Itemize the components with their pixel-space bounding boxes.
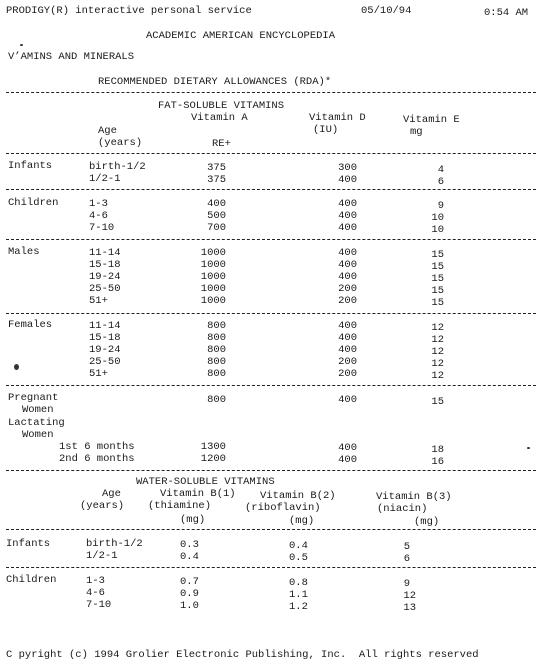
vitamin-b2-cell: 0.8 [289, 577, 308, 589]
vitamin-e-cell: 10 [431, 224, 444, 236]
vitamin-d-cell: 200 [338, 283, 357, 295]
vitamin-b3-cell: 12 [403, 590, 416, 602]
vitamin-b3-cell: 9 [403, 578, 410, 590]
vitamin-e-cell: 15 [431, 273, 444, 285]
vitamin-a-cell: 800 [207, 320, 226, 332]
water-age-units: (years) [80, 500, 125, 512]
group-label: Infants [6, 538, 51, 550]
vitamin-a-cell: 1000 [200, 247, 226, 259]
vitamin-d-cell: 400 [338, 320, 357, 332]
vitamin-a-cell: 500 [207, 210, 226, 222]
print-time: 0:54 AM [484, 7, 529, 19]
water-soluble-title: WATER-SOLUBLE VITAMINS [136, 476, 275, 488]
age-cell: 11-14 [89, 320, 121, 332]
age-cell: birth-1/2 [89, 161, 146, 173]
vitamin-e-cell: 6 [437, 176, 444, 188]
vitamin-e-cell: 15 [431, 297, 444, 309]
vitamin-a-cell: 800 [207, 368, 226, 380]
age-units: (years) [98, 137, 143, 149]
scan-artifact [20, 44, 23, 46]
vitamin-d-cell: 400 [338, 222, 357, 234]
lactating-period: 2nd 6 months [59, 453, 135, 465]
vitamin-b2-cell: 1.1 [289, 589, 308, 601]
divider [6, 189, 536, 190]
topic-title: V’AMINS AND MINERALS [8, 51, 135, 63]
service-name: PRODIGY(R) interactive personal service [6, 5, 252, 17]
vitamin-b3-cell: 13 [403, 602, 416, 614]
vitamin-a-cell: 800 [207, 344, 226, 356]
vitamin-b1-unit: (mg) [180, 514, 206, 526]
age-cell: 19-24 [89, 344, 121, 356]
rda-title: RECOMMENDED DIETARY ALLOWANCES (RDA)* [98, 76, 332, 88]
divider [6, 567, 536, 568]
vitamin-d-cell: 400 [338, 198, 357, 210]
vitamin-a-cell: 1000 [200, 283, 226, 295]
vitamin-b2-header: Vitamin B(2) [260, 490, 336, 502]
vitamin-d-cell: 400 [338, 259, 357, 271]
vitamin-e-cell: 12 [431, 346, 444, 358]
vitamin-b2-cell: 0.4 [289, 540, 308, 552]
fat-soluble-title: FAT-SOLUBLE VITAMINS [158, 100, 285, 112]
vitamin-a-cell: 400 [207, 198, 226, 210]
vitamin-a-cell: 1300 [200, 441, 226, 453]
vitamin-a-unit: RE+ [212, 138, 231, 150]
group-label-pregnant-women: Women [22, 404, 54, 416]
vitamin-b2-cell: 1.2 [289, 601, 308, 613]
vitamin-b1-cell: 0.7 [180, 576, 199, 588]
group-label-pregnant: Pregnant [8, 392, 59, 404]
group-label: Males [8, 246, 40, 258]
vitamin-e-cell: 15 [431, 396, 444, 408]
vitamin-b2-cell: 0.5 [289, 552, 308, 564]
age-header: Age [98, 125, 117, 137]
age-cell: 4-6 [89, 210, 108, 222]
group-label: Infants [8, 160, 53, 172]
vitamin-d-cell: 400 [338, 247, 357, 259]
vitamin-b1-cell: 0.3 [180, 539, 199, 551]
vitamin-b3-cell: 6 [403, 553, 410, 565]
vitamin-b1-header: Vitamin B(1) [160, 488, 236, 500]
age-cell: 1/2-1 [86, 550, 118, 562]
vitamin-a-cell: 1000 [200, 295, 226, 307]
group-label: Females [8, 319, 53, 331]
age-cell: 25-50 [89, 356, 121, 368]
vitamin-e-cell: 10 [431, 212, 444, 224]
lactating-period: 1st 6 months [59, 441, 135, 453]
divider [6, 385, 536, 386]
group-label: Children [6, 574, 57, 586]
vitamin-e-cell: 12 [431, 334, 444, 346]
age-cell: 19-24 [89, 271, 121, 283]
age-cell: 15-18 [89, 259, 121, 271]
age-cell: 4-6 [86, 587, 105, 599]
age-cell: 1-3 [89, 198, 108, 210]
age-cell: 1/2-1 [89, 173, 121, 185]
vitamin-d-cell: 400 [338, 394, 357, 406]
vitamin-d-cell: 200 [338, 368, 357, 380]
divider [6, 153, 536, 154]
vitamin-d-cell: 400 [338, 210, 357, 222]
vitamin-e-cell: 12 [431, 322, 444, 334]
vitamin-e-cell: 15 [431, 249, 444, 261]
divider [6, 239, 536, 240]
vitamin-e-cell: 9 [437, 200, 444, 212]
vitamin-b3-unit: (mg) [414, 516, 440, 528]
vitamin-d-cell: 300 [338, 162, 357, 174]
vitamin-b3-header: Vitamin B(3) [376, 491, 452, 503]
age-cell: birth-1/2 [86, 538, 143, 550]
vitamin-b3-cell: 5 [403, 541, 410, 553]
vitamin-d-cell: 400 [338, 332, 357, 344]
age-cell: 7-10 [86, 599, 112, 611]
age-cell: 51+ [89, 368, 108, 380]
vitamin-a-cell: 375 [207, 162, 226, 174]
vitamin-a-cell: 1000 [200, 271, 226, 283]
group-label-lactating-women: Women [22, 429, 54, 441]
encyclopedia-title: ACADEMIC AMERICAN ENCYCLOPEDIA [146, 30, 336, 42]
vitamin-d-cell: 400 [338, 454, 357, 466]
divider [6, 92, 536, 93]
group-label: Children [8, 197, 59, 209]
vitamin-e-cell: 15 [431, 285, 444, 297]
age-cell: 15-18 [89, 332, 121, 344]
vitamin-b1-cell: 1.0 [180, 600, 199, 612]
vitamin-b1-cell: 0.4 [180, 551, 199, 563]
water-age-header: Age [102, 488, 121, 500]
vitamin-d-cell: 400 [338, 344, 357, 356]
vitamin-e-cell: 18 [431, 444, 444, 456]
age-cell: 51+ [89, 295, 108, 307]
age-cell: 11-14 [89, 247, 121, 259]
vitamin-e-cell: 12 [431, 370, 444, 382]
vitamin-a-cell: 800 [207, 394, 226, 406]
vitamin-d-cell: 200 [338, 295, 357, 307]
vitamin-b1-sub: (thiamine) [148, 500, 212, 512]
scan-artifact [527, 447, 530, 449]
print-date: 05/10/94 [361, 5, 412, 17]
group-label-lactating: Lactating [8, 417, 65, 429]
vitamin-a-cell: 375 [207, 174, 226, 186]
vitamin-e-cell: 12 [431, 358, 444, 370]
vitamin-e-header: Vitamin E [403, 114, 460, 126]
vitamin-d-header: Vitamin D [309, 112, 366, 124]
divider [6, 529, 536, 530]
vitamin-e-unit: mg [410, 126, 423, 138]
vitamin-a-header: Vitamin A [191, 112, 248, 124]
divider [6, 313, 536, 314]
vitamin-a-cell: 1000 [200, 259, 226, 271]
vitamin-d-unit: (IU) [313, 124, 339, 136]
vitamin-a-cell: 800 [207, 356, 226, 368]
vitamin-d-cell: 400 [338, 271, 357, 283]
vitamin-d-cell: 200 [338, 356, 357, 368]
vitamin-d-cell: 400 [338, 442, 357, 454]
vitamin-d-cell: 400 [338, 174, 357, 186]
copyright-notice: C pyright (c) 1994 Grolier Electronic Publishing, Inc. All rights reserved [6, 649, 479, 661]
vitamin-e-cell: 16 [431, 456, 444, 468]
vitamin-a-cell: 800 [207, 332, 226, 344]
vitamin-a-cell: 1200 [200, 453, 226, 465]
vitamin-b1-cell: 0.9 [180, 588, 199, 600]
vitamin-a-cell: 700 [207, 222, 226, 234]
age-cell: 1-3 [86, 575, 105, 587]
vitamin-b2-unit: (mg) [289, 515, 315, 527]
age-cell: 7-10 [89, 222, 115, 234]
age-cell: 25-50 [89, 283, 121, 295]
vitamin-b3-sub: (niacin) [377, 503, 428, 515]
vitamin-e-cell: 4 [437, 164, 444, 176]
scan-artifact [14, 364, 19, 370]
divider [6, 470, 536, 471]
vitamin-b2-sub: (riboflavin) [245, 502, 321, 514]
vitamin-e-cell: 15 [431, 261, 444, 273]
